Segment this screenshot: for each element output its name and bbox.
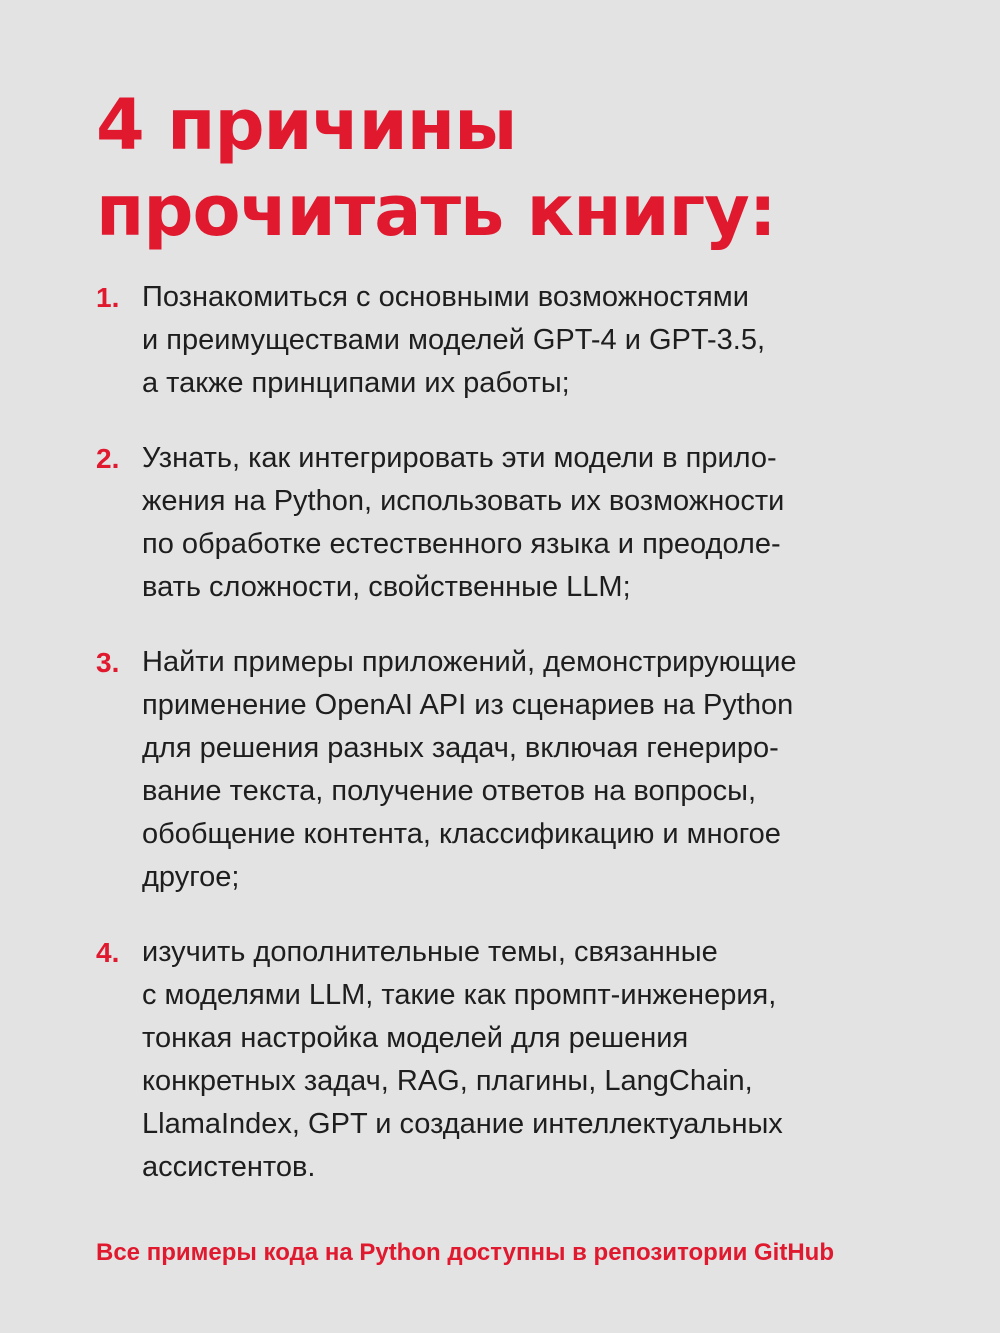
reason-line: и преимуществами моделей GPT-4 и GPT-3.5, (142, 324, 766, 356)
reason-item (96, 276, 956, 405)
reason-line: а также принципами их работы; (142, 367, 570, 399)
reason-line: с моделями LLM, такие как промпт-инженерия, (142, 979, 777, 1011)
reason-number: 2. (96, 443, 120, 474)
reason-line: тонкая настройка моделей для решения (142, 1022, 689, 1054)
reason-text (142, 437, 956, 609)
reason-text (142, 276, 956, 405)
reason-line: изучить дополнительные темы, связанные (142, 936, 718, 968)
reason-line: LlamaIndex, GPT и создание интеллектуальных (142, 1108, 783, 1140)
reason-item (96, 931, 956, 1189)
title-line: 4 причины (96, 84, 517, 166)
reasons-list (96, 276, 956, 1189)
reason-line: обобщение контента, классификацию и многое (142, 818, 781, 850)
reason-line: для решения разных задач, включая генериро- (142, 732, 779, 764)
reason-line: вание текста, получение ответов на вопросы, (142, 775, 756, 807)
reason-line: другое; (142, 861, 240, 893)
reason-item (96, 437, 956, 609)
reason-line: Найти примеры приложений, демонстрирующие (142, 646, 797, 678)
title-line: прочитать книгу: (96, 170, 776, 252)
reason-text (142, 641, 956, 899)
reason-number: 1. (96, 282, 120, 313)
reason-line: Познакомиться с основными возможностями (142, 281, 749, 313)
reason-line: по обработке естественного языка и преодоле- (142, 528, 781, 560)
reason-line: конкретных задач, RAG, плагины, LangChain, (142, 1065, 753, 1097)
reason-item (96, 641, 956, 899)
reason-text (142, 931, 956, 1189)
reason-line: Узнать, как интегрировать эти модели в прило- (142, 442, 777, 474)
reason-number: 4. (96, 937, 120, 968)
reason-line: жения на Python, использовать их возможности (142, 485, 785, 517)
page-title (96, 82, 776, 254)
footer-note: Все примеры кода на Python доступны в репозитории GitHub (96, 1239, 834, 1266)
reason-number: 3. (96, 647, 120, 678)
reason-line: ассистентов. (142, 1151, 316, 1183)
reason-line: вать сложности, свойственные LLM; (142, 571, 631, 603)
reason-line: применение OpenAI API из сценариев на Python (142, 689, 794, 721)
